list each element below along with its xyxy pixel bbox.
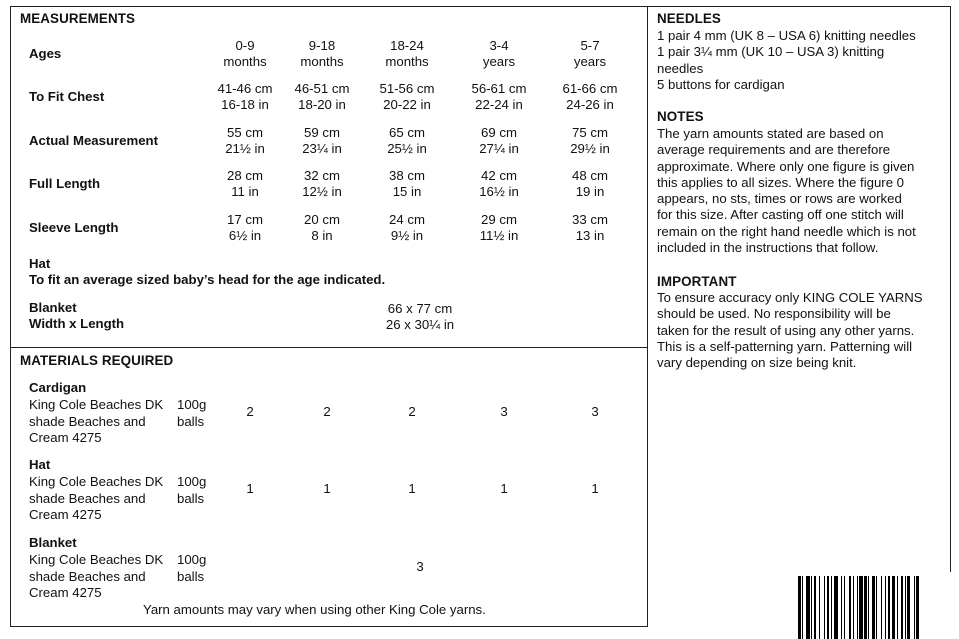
material-qty-0-4: 3 xyxy=(591,404,599,419)
material-unit-2-0: 100g xyxy=(177,552,207,567)
age-unit-4: years xyxy=(573,54,607,69)
hat-description: To fit an average sized baby’s head for the age indicated. xyxy=(29,272,386,287)
frame-top-border xyxy=(10,6,951,7)
measurement-cm-0-4: 61-66 cm xyxy=(562,81,618,96)
age-unit-1: months xyxy=(300,54,344,69)
material-desc-1-2: Cream 4275 xyxy=(29,507,102,522)
barcode-bar xyxy=(834,576,838,639)
material-qty-0-0: 2 xyxy=(246,404,254,419)
barcode-bar xyxy=(916,576,919,639)
notes-line-7: included in the instructions that follow. xyxy=(657,240,879,256)
measurement-label-1: Actual Measurement xyxy=(29,133,158,148)
age-range-2: 18-24 xyxy=(390,38,424,53)
measurement-cm-0-2: 51-56 cm xyxy=(379,81,435,96)
measurement-in-0-2: 20-22 in xyxy=(383,97,431,112)
age-range-3: 3-4 xyxy=(489,38,509,53)
barcode-bar xyxy=(824,576,825,639)
barcode-bar xyxy=(897,576,898,639)
measurement-cm-2-3: 42 cm xyxy=(481,168,517,183)
barcode-bar xyxy=(885,576,886,639)
material-unit-0-0: 100g xyxy=(177,397,207,412)
measurement-in-0-4: 24-26 in xyxy=(566,97,614,112)
needles-line-1: 1 pair 3¼ mm (UK 10 – USA 3) knitting xyxy=(657,44,885,60)
notes-line-5: for this size. After casting off one stitch will xyxy=(657,207,904,223)
measurement-label-0: To Fit Chest xyxy=(29,89,105,104)
barcode-bar xyxy=(814,576,817,639)
measurement-cm-3-0: 17 cm xyxy=(227,212,263,227)
material-qty-1-2: 1 xyxy=(408,481,416,496)
important-line-3: This is a self-patterning yarn. Patterning will xyxy=(657,338,913,354)
material-unit-0-1: balls xyxy=(177,413,205,429)
material-name-1: Hat xyxy=(29,457,51,472)
barcode-bar xyxy=(819,576,820,639)
notes-line-4: appears, no sts, times or rows are worked xyxy=(657,191,902,207)
barcode-bar xyxy=(857,576,858,639)
material-desc-2-0: King Cole Beaches DK xyxy=(29,552,164,567)
barcode-bar xyxy=(811,576,812,639)
measurement-in-1-3: 27¼ in xyxy=(479,141,519,156)
measurement-in-1-0: 21½ in xyxy=(225,141,265,156)
measurement-in-1-2: 25½ in xyxy=(387,141,427,156)
important-line-4: vary depending on size being knit. xyxy=(657,355,857,371)
notes-title: NOTES xyxy=(657,109,704,124)
frame-left-border xyxy=(10,6,11,626)
material-qty-1-4: 1 xyxy=(591,481,599,496)
material-qty-0-3: 3 xyxy=(500,404,508,419)
measurement-in-3-1: 8 in xyxy=(311,228,333,243)
age-unit-2: months xyxy=(385,54,429,69)
measurements-title: MEASUREMENTS xyxy=(20,11,136,26)
measurement-in-0-0: 16-18 in xyxy=(221,97,269,112)
barcode-bar xyxy=(914,576,915,639)
material-desc-2-2: Cream 4275 xyxy=(29,585,102,600)
measurement-in-3-3: 11½ in xyxy=(479,228,519,243)
important-line-2: taken for the result of using any other yarns. xyxy=(657,322,915,338)
measurement-cm-1-3: 69 cm xyxy=(481,125,517,140)
needles-line-0: 1 pair 4 mm (UK 8 – USA 6) knitting needles xyxy=(657,28,916,43)
measurement-cm-2-4: 48 cm xyxy=(572,168,608,183)
measurement-cm-3-1: 20 cm xyxy=(304,212,340,227)
measurement-cm-0-1: 46-51 cm xyxy=(294,81,350,96)
barcode-bar xyxy=(831,576,832,639)
material-unit-2-1: balls xyxy=(177,568,205,584)
material-unit-1-0: 100g xyxy=(177,474,207,489)
barcode-bar xyxy=(853,576,854,639)
hat-label: Hat xyxy=(29,256,51,271)
age-range-0: 0-9 xyxy=(235,38,255,53)
barcode-bar xyxy=(806,576,810,639)
barcode-bar xyxy=(864,576,867,639)
material-name-0: Cardigan xyxy=(29,380,87,395)
material-qty-0-2: 2 xyxy=(408,404,416,419)
barcode-bar xyxy=(802,576,803,639)
barcode-bar xyxy=(892,576,896,639)
material-qty-1-1: 1 xyxy=(323,481,331,496)
measurement-in-2-1: 12½ in xyxy=(302,184,342,199)
frame-bottom-border xyxy=(10,626,648,627)
age-range-4: 5-7 xyxy=(580,38,600,53)
measurement-cm-1-2: 65 cm xyxy=(389,125,425,140)
material-desc-1-0: King Cole Beaches DK xyxy=(29,474,164,489)
needles-title: NEEDLES xyxy=(657,11,721,26)
material-desc-2-1: shade Beaches and xyxy=(29,568,146,584)
age-unit-0: months xyxy=(223,54,267,69)
material-qty-0-1: 2 xyxy=(323,404,331,419)
age-range-1: 9-18 xyxy=(308,38,336,53)
barcode-bar xyxy=(901,576,904,639)
important-title: IMPORTANT xyxy=(657,274,737,289)
barcode-bar xyxy=(872,576,875,639)
notes-line-2: approximate. Where only one figure is given xyxy=(657,158,915,174)
important-line-0: To ensure accuracy only KING COLE YARNS xyxy=(657,290,923,305)
measurement-in-1-1: 23¼ in xyxy=(302,141,342,156)
material-qty-1-0: 1 xyxy=(246,481,254,496)
material-unit-1-1: balls xyxy=(177,490,205,506)
measurement-in-3-4: 13 in xyxy=(575,228,605,243)
notes-line-1: average requirements and are therefore xyxy=(657,142,891,158)
age-unit-3: years xyxy=(482,54,516,69)
notes-line-3: this applies to all sizes. Where the figure 0 xyxy=(657,174,905,190)
barcode-bar xyxy=(868,576,869,639)
barcode-bar xyxy=(841,576,842,639)
notes-text xyxy=(657,126,949,256)
materials-footnote: Yarn amounts may vary when using other King Cole yarns. xyxy=(143,602,486,617)
measurement-in-0-1: 18-20 in xyxy=(298,97,346,112)
measurement-in-0-3: 22-24 in xyxy=(475,97,523,112)
measurement-label-2: Full Length xyxy=(29,176,101,191)
material-name-2: Blanket xyxy=(29,535,77,550)
measurement-cm-0-3: 56-61 cm xyxy=(471,81,527,96)
notes-line-6: remain on the right hand needle which is not xyxy=(657,223,916,239)
material-qty-2: 3 xyxy=(416,559,424,574)
measurement-in-3-2: 9½ in xyxy=(390,228,424,243)
blanket-label: Blanket xyxy=(29,300,77,315)
needles-line-2: needles xyxy=(657,60,704,76)
measurement-cm-3-4: 33 cm xyxy=(572,212,608,227)
measurement-in-3-0: 6½ in xyxy=(228,228,262,243)
material-desc-0-2: Cream 4275 xyxy=(29,430,102,445)
barcode-bar xyxy=(844,576,845,639)
material-qty-1-3: 1 xyxy=(500,481,508,496)
measurement-cm-2-2: 38 cm xyxy=(389,168,425,183)
blanket-size-cm: 66 x 77 cm xyxy=(387,301,453,316)
measurement-in-2-0: 11 in xyxy=(231,184,259,199)
measurement-in-2-4: 19 in xyxy=(575,184,605,199)
barcode-bar xyxy=(881,576,882,639)
materials-title: MATERIALS REQUIRED xyxy=(20,353,174,368)
frame-right-border xyxy=(950,6,951,572)
measurement-cm-1-0: 55 cm xyxy=(227,125,263,140)
measurement-cm-1-1: 59 cm xyxy=(304,125,340,140)
measurement-in-2-3: 16½ in xyxy=(479,184,519,199)
barcode-graphic xyxy=(798,576,944,639)
measurement-in-1-4: 29½ in xyxy=(570,141,610,156)
material-desc-1-1: shade Beaches and xyxy=(29,490,146,506)
needles-list xyxy=(657,28,947,93)
barcode-bar xyxy=(905,576,906,639)
measurement-cm-3-2: 24 cm xyxy=(389,212,425,227)
ages-label: Ages xyxy=(29,46,62,61)
measurement-cm-1-4: 75 cm xyxy=(572,125,608,140)
barcode-bar xyxy=(827,576,830,639)
section-divider xyxy=(10,347,648,348)
measurement-in-2-2: 15 in xyxy=(392,184,422,199)
barcode-bar xyxy=(907,576,910,639)
barcode-bar xyxy=(888,576,891,639)
blanket-dimension-label: Width x Length xyxy=(29,316,125,331)
barcode-bar xyxy=(859,576,863,639)
material-desc-0-1: shade Beaches and xyxy=(29,413,146,429)
measurement-label-3: Sleeve Length xyxy=(29,220,119,235)
column-divider xyxy=(647,6,648,626)
measurement-cm-3-3: 29 cm xyxy=(481,212,517,227)
measurement-cm-0-0: 41-46 cm xyxy=(217,81,273,96)
material-desc-0-0: King Cole Beaches DK xyxy=(29,397,164,412)
barcode-bar xyxy=(876,576,877,639)
blanket-size-in: 26 x 30¼ in xyxy=(385,317,455,332)
barcode-bar xyxy=(798,576,801,639)
measurement-cm-2-1: 32 cm xyxy=(304,168,340,183)
important-text xyxy=(657,290,949,371)
barcode-bar xyxy=(849,576,852,639)
needles-line-3: 5 buttons for cardigan xyxy=(657,76,785,92)
important-line-1: should be used. No responsibility will be xyxy=(657,306,891,322)
measurement-cm-2-0: 28 cm xyxy=(227,168,263,183)
notes-line-0: The yarn amounts stated are based on xyxy=(657,126,884,141)
